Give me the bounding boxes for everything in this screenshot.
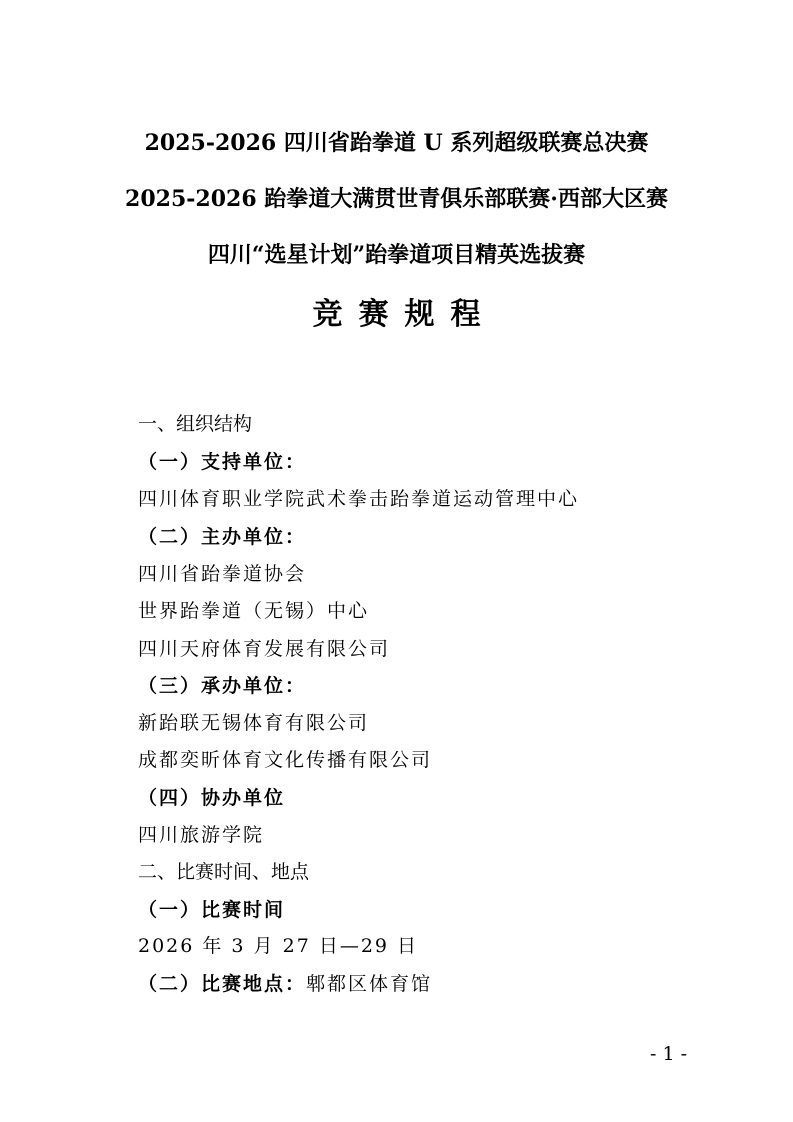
place-label: （二）比赛地点： <box>138 973 307 995</box>
host-unit-item: 四川省跆拳道协会 <box>138 563 307 585</box>
co-organizer-unit-item: 四川旅游学院 <box>138 824 265 846</box>
doc-heading: 竞赛规程 <box>312 297 497 332</box>
title-line-2: 2025-2026 跆拳道大满贯世青俱乐部联赛·西部大区赛 <box>125 186 668 212</box>
time-value: 2026 年 3 月 27 日—29 日 <box>138 935 419 957</box>
host-unit-item: 世界跆拳道（无锡）中心 <box>138 600 370 622</box>
section-heading-time-place: 二、比赛时间、地点 <box>138 861 310 883</box>
title-line-3: 四川“选星计划”跆拳道项目精英选拔赛 <box>207 242 586 268</box>
time-label: （一）比赛时间 <box>138 899 286 921</box>
organizer-unit-item: 新跆联无锡体育有限公司 <box>138 712 370 734</box>
host-units-label: （二）主办单位： <box>138 526 307 548</box>
title-line-1: 2025-2026 四川省跆拳道 U 系列超级联赛总决赛 <box>144 130 649 156</box>
host-unit-item: 四川天府体育发展有限公司 <box>138 638 391 660</box>
page-number: - 1 - <box>650 1043 688 1065</box>
place-line <box>138 970 432 998</box>
organizer-units-label: （三）承办单位： <box>138 675 307 697</box>
place-value: 郫都区体育馆 <box>306 973 433 995</box>
co-organizer-units-label: （四）协办单位 <box>138 787 286 809</box>
support-units-label: （一）支持单位： <box>138 451 307 473</box>
section-heading-organization: 一、组织结构 <box>138 413 253 435</box>
support-unit-item: 四川体育职业学院武术拳击跆拳道运动管理中心 <box>138 488 580 510</box>
organizer-unit-item: 成都奕昕体育文化传播有限公司 <box>138 749 433 771</box>
